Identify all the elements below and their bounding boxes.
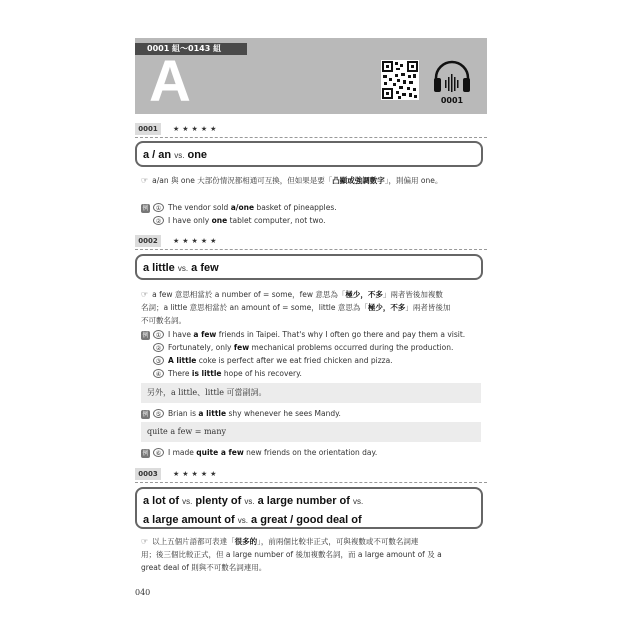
- usage-note: 名詞；a little 意思相當於 an amount of = some，little 意思為「極少，不多」兩者皆後加: [141, 303, 451, 312]
- entry-header: [135, 123, 487, 138]
- example-sentence: 例 ⑥ I made quite a few new friends on the orientation day.: [142, 448, 378, 457]
- star-rating: ★★★★★: [173, 237, 220, 245]
- example-sentence: ③ A little coke is perfect after we eat fried chicken and pizza.: [141, 355, 481, 366]
- star-rating: ★★★★★: [173, 470, 220, 478]
- entry-number: 0001: [135, 123, 161, 135]
- pointing-hand-icon: ☞: [141, 290, 149, 299]
- example-sentence: ④ There is little hope of his recovery.: [141, 368, 481, 379]
- usage-note: ☞ a few 意思相當於 a number of = some，few 意思為「極少，不多」兩者皆後加複數: [141, 290, 443, 299]
- usage-note: ☞ 以上五個片語都可表達「很多的」，前兩個比較非正式，可與複數或不可數名詞連: [141, 537, 419, 546]
- entry-header: [135, 235, 487, 250]
- example-sentence: ② I have only one tablet computer, not two.: [141, 215, 481, 226]
- entry-header: [135, 468, 487, 483]
- example-label: 例: [142, 450, 149, 457]
- example-sentence: 例 ⑤ Brian is a little shy whenever he sees Mandy.: [142, 409, 341, 418]
- grammar-aside: 另外，a little、little 可當副詞。: [141, 383, 481, 403]
- example-label: 例: [142, 205, 149, 212]
- entry-number: 0003: [135, 468, 161, 480]
- audio-track-number: 0001: [440, 96, 464, 105]
- usage-note: great deal of 則與不可數名詞連用。: [141, 563, 267, 572]
- usage-note: 用；後三個比較正式，但 a large number of 後加複數名詞，而 a large amount of 及 a: [141, 550, 442, 559]
- page-number: 040: [135, 588, 151, 597]
- qr-code-icon[interactable]: [381, 60, 419, 100]
- example-sentence: 例 ① I have a few friends in Taipei. That's why I often go there and pay them a visit.: [142, 330, 466, 339]
- usage-note: ☞ a/an 與 one 大部份情況都相通可互換，但如果是要「凸顯或強調數字」，則偏用 one。: [141, 176, 443, 185]
- term-box: a lot of vs. plenty of vs. a large number of vs. a large amount of vs. a great / good deal of: [135, 487, 483, 529]
- book-page: [135, 38, 487, 608]
- term-box: a little vs. a few: [135, 254, 483, 280]
- example-label: 例: [142, 332, 149, 339]
- entry-number: 0002: [135, 235, 161, 247]
- grammar-aside: quite a few = many: [141, 422, 481, 442]
- example-sentence: 例 ① The vendor sold a/one basket of pineapples.: [142, 203, 337, 212]
- example-sentence: ② Fortunately, only few mechanical problems occurred during the production.: [141, 342, 481, 353]
- pointing-hand-icon: ☞: [141, 537, 149, 546]
- term-box: a / an vs. one: [135, 141, 483, 167]
- section-letter: A: [149, 49, 191, 114]
- star-rating: ★★★★★: [173, 125, 220, 133]
- example-label: 例: [142, 411, 149, 418]
- entry-range-tag: 0001 組～0143 組: [135, 43, 247, 55]
- usage-note: 不可數名詞。: [141, 316, 186, 325]
- section-header: [135, 38, 487, 114]
- pointing-hand-icon: ☞: [141, 176, 149, 185]
